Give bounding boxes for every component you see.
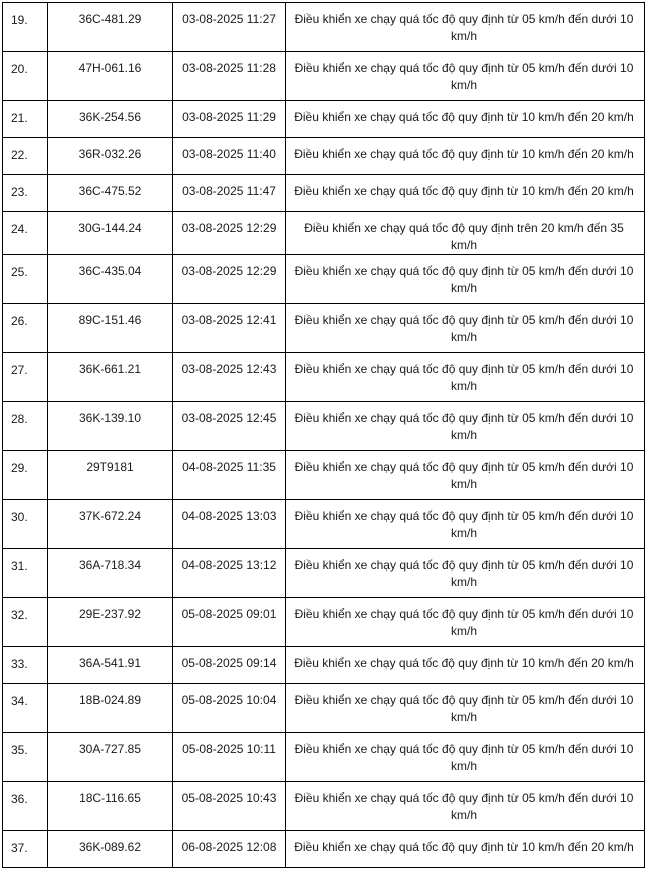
table-row <box>3 451 645 500</box>
violation-time: 03-08-2025 12:45 <box>181 411 277 425</box>
description-cell <box>286 598 645 647</box>
row-index-cell <box>3 782 48 831</box>
row-index: 31. <box>11 559 28 573</box>
row-index: 32. <box>11 608 28 622</box>
violation-description: Điều khiển xe chạy quá tốc độ quy định trên 20 km/h đến 35 km/h <box>304 221 624 252</box>
violation-description: Điều khiển xe chạy quá tốc độ quy định từ 05 km/h đến dưới 10 km/h <box>294 313 634 344</box>
table-row <box>3 831 645 868</box>
violation-description: Điều khiển xe chạy quá tốc độ quy định từ 05 km/h đến dưới 10 km/h <box>294 411 634 442</box>
row-index: 26. <box>11 314 28 328</box>
violation-time: 03-08-2025 11:40 <box>182 147 276 161</box>
violation-time: 03-08-2025 11:29 <box>182 110 276 124</box>
table-row <box>3 402 645 451</box>
time-cell <box>173 101 286 138</box>
row-index-cell <box>3 255 48 304</box>
time-cell <box>173 500 286 549</box>
plate-cell <box>48 684 173 733</box>
violation-time: 03-08-2025 11:47 <box>182 184 276 198</box>
violation-time: 05-08-2025 10:11 <box>182 742 276 756</box>
violation-time: 03-08-2025 11:27 <box>182 12 276 26</box>
time-cell <box>173 353 286 402</box>
license-plate: 36R-032.26 <box>78 147 142 161</box>
violation-time: 04-08-2025 11:35 <box>182 460 276 474</box>
license-plate: 36K-661.21 <box>78 362 142 376</box>
row-index: 29. <box>11 461 28 475</box>
row-index-cell <box>3 831 48 868</box>
plate-cell <box>48 733 173 782</box>
description-cell <box>286 52 645 101</box>
license-plate: 36K-139.10 <box>78 411 142 425</box>
violation-description: Điều khiển xe chạy quá tốc độ quy định từ 10 km/h đến 20 km/h <box>294 184 634 198</box>
table-row <box>3 647 645 684</box>
license-plate: 36C-481.29 <box>78 12 142 26</box>
description-cell <box>286 733 645 782</box>
description-cell <box>286 684 645 733</box>
description-cell <box>286 304 645 353</box>
plate-cell <box>48 304 173 353</box>
description-cell <box>286 549 645 598</box>
row-index: 37. <box>11 841 28 855</box>
plate-cell <box>48 402 173 451</box>
violation-time: 05-08-2025 09:14 <box>181 656 277 670</box>
table-row <box>3 733 645 782</box>
row-index: 25. <box>11 265 28 279</box>
row-index: 36. <box>11 792 28 806</box>
row-index: 30. <box>11 510 28 524</box>
plate-cell <box>48 451 173 500</box>
table-row <box>3 101 645 138</box>
table-row <box>3 684 645 733</box>
plate-cell <box>48 255 173 304</box>
license-plate: 18C-116.65 <box>79 791 141 805</box>
row-index-cell <box>3 353 48 402</box>
row-index-cell <box>3 175 48 212</box>
table-row <box>3 500 645 549</box>
row-index-cell <box>3 684 48 733</box>
plate-cell <box>48 212 173 255</box>
license-plate: 29E-237.92 <box>78 607 142 621</box>
row-index-cell <box>3 451 48 500</box>
table-row <box>3 353 645 402</box>
license-plate: 36C-435.04 <box>78 264 142 278</box>
violation-time: 03-08-2025 12:41 <box>181 313 277 327</box>
violation-time: 04-08-2025 13:12 <box>181 558 277 572</box>
row-index-cell <box>3 647 48 684</box>
description-cell <box>286 402 645 451</box>
violation-description: Điều khiển xe chạy quá tốc độ quy định từ 10 km/h đến 20 km/h <box>294 656 634 670</box>
description-cell <box>286 175 645 212</box>
violation-description: Điều khiển xe chạy quá tốc độ quy định từ 05 km/h đến dưới 10 km/h <box>294 742 634 773</box>
license-plate: 36A-541.91 <box>78 656 142 670</box>
license-plate: 89C-151.46 <box>78 313 142 327</box>
violation-description: Điều khiển xe chạy quá tốc độ quy định từ 05 km/h đến dưới 10 km/h <box>294 558 634 589</box>
time-cell <box>173 782 286 831</box>
violation-time: 06-08-2025 12:08 <box>181 840 277 854</box>
time-cell <box>173 451 286 500</box>
time-cell <box>173 549 286 598</box>
violation-description: Điều khiển xe chạy quá tốc độ quy định từ 05 km/h đến dưới 10 km/h <box>294 509 634 540</box>
license-plate: 47H-061.16 <box>78 61 142 75</box>
plate-cell <box>48 353 173 402</box>
violation-time: 05-08-2025 09:01 <box>181 607 277 621</box>
table-row <box>3 212 645 255</box>
license-plate: 30A-727.85 <box>78 742 142 756</box>
row-index-cell <box>3 549 48 598</box>
license-plate: 36K-254.56 <box>78 110 142 124</box>
description-cell <box>286 138 645 175</box>
time-cell <box>173 175 286 212</box>
time-cell <box>173 402 286 451</box>
row-index-cell <box>3 733 48 782</box>
license-plate: 36A-718.34 <box>78 558 142 572</box>
time-cell <box>173 831 286 868</box>
time-cell <box>173 304 286 353</box>
row-index: 20. <box>11 62 28 76</box>
description-cell <box>286 831 645 868</box>
description-cell <box>286 212 645 255</box>
violation-description: Điều khiển xe chạy quá tốc độ quy định từ 05 km/h đến dưới 10 km/h <box>294 607 634 638</box>
time-cell <box>173 255 286 304</box>
table-row <box>3 255 645 304</box>
table-row <box>3 138 645 175</box>
license-plate: 36C-475.52 <box>78 184 142 198</box>
violation-description: Điều khiển xe chạy quá tốc độ quy định từ 05 km/h đến dưới 10 km/h <box>294 362 634 393</box>
description-cell <box>286 3 645 52</box>
row-index: 33. <box>11 657 28 671</box>
row-index: 21. <box>11 111 28 125</box>
violation-description: Điều khiển xe chạy quá tốc độ quy định từ 10 km/h đến 20 km/h <box>294 110 634 124</box>
description-cell <box>286 647 645 684</box>
plate-cell <box>48 3 173 52</box>
table-row <box>3 3 645 52</box>
row-index: 28. <box>11 412 28 426</box>
description-cell <box>286 451 645 500</box>
violation-description: Điều khiển xe chạy quá tốc độ quy định từ 05 km/h đến dưới 10 km/h <box>294 460 634 491</box>
description-cell <box>286 255 645 304</box>
violation-time: 03-08-2025 12:43 <box>181 362 277 376</box>
description-cell <box>286 101 645 138</box>
violation-time: 03-08-2025 11:28 <box>182 61 276 75</box>
row-index: 24. <box>11 222 28 236</box>
violation-time: 05-08-2025 10:43 <box>181 791 277 805</box>
row-index-cell <box>3 3 48 52</box>
license-plate: 36K-089.62 <box>78 840 142 854</box>
row-index-cell <box>3 598 48 647</box>
time-cell <box>173 684 286 733</box>
violation-description: Điều khiển xe chạy quá tốc độ quy định từ 10 km/h đến 20 km/h <box>294 147 634 161</box>
violation-description: Điều khiển xe chạy quá tốc độ quy định từ 10 km/h đến 20 km/h <box>294 840 634 854</box>
plate-cell <box>48 549 173 598</box>
table-row <box>3 549 645 598</box>
row-index: 27. <box>11 363 28 377</box>
row-index: 34. <box>11 694 28 708</box>
row-index: 35. <box>11 743 28 757</box>
description-cell <box>286 500 645 549</box>
row-index: 19. <box>11 13 28 27</box>
row-index: 23. <box>11 185 28 199</box>
violation-description: Điều khiển xe chạy quá tốc độ quy định từ 05 km/h đến dưới 10 km/h <box>294 264 634 295</box>
row-index-cell <box>3 402 48 451</box>
time-cell <box>173 647 286 684</box>
license-plate: 18B-024.89 <box>78 693 142 707</box>
violations-table <box>2 2 645 868</box>
row-index-cell <box>3 101 48 138</box>
table-row <box>3 304 645 353</box>
table-row <box>3 52 645 101</box>
row-index-cell <box>3 52 48 101</box>
row-index-cell <box>3 304 48 353</box>
table-row <box>3 175 645 212</box>
violation-time: 04-08-2025 13:03 <box>181 509 277 523</box>
plate-cell <box>48 782 173 831</box>
license-plate: 29T9181 <box>86 460 134 474</box>
violation-time: 03-08-2025 12:29 <box>181 264 277 278</box>
plate-cell <box>48 831 173 868</box>
plate-cell <box>48 138 173 175</box>
plate-cell <box>48 52 173 101</box>
description-cell <box>286 782 645 831</box>
time-cell <box>173 733 286 782</box>
license-plate: 30G-144.24 <box>78 221 142 235</box>
violation-time: 05-08-2025 10:04 <box>181 693 277 707</box>
table-row <box>3 782 645 831</box>
violation-description: Điều khiển xe chạy quá tốc độ quy định từ 05 km/h đến dưới 10 km/h <box>294 12 634 43</box>
plate-cell <box>48 101 173 138</box>
time-cell <box>173 138 286 175</box>
row-index-cell <box>3 138 48 175</box>
plate-cell <box>48 500 173 549</box>
violations-table-body <box>3 3 645 868</box>
violation-time: 03-08-2025 12:29 <box>181 221 277 235</box>
time-cell <box>173 212 286 255</box>
plate-cell <box>48 598 173 647</box>
violation-description: Điều khiển xe chạy quá tốc độ quy định từ 05 km/h đến dưới 10 km/h <box>294 61 634 92</box>
row-index-cell <box>3 212 48 255</box>
time-cell <box>173 3 286 52</box>
time-cell <box>173 598 286 647</box>
time-cell <box>173 52 286 101</box>
row-index-cell <box>3 500 48 549</box>
plate-cell <box>48 175 173 212</box>
table-row <box>3 598 645 647</box>
plate-cell <box>48 647 173 684</box>
license-plate: 37K-672.24 <box>78 509 142 523</box>
row-index: 22. <box>11 148 28 162</box>
description-cell <box>286 353 645 402</box>
violation-description: Điều khiển xe chạy quá tốc độ quy định từ 05 km/h đến dưới 10 km/h <box>294 791 634 822</box>
violation-description: Điều khiển xe chạy quá tốc độ quy định từ 05 km/h đến dưới 10 km/h <box>294 693 634 724</box>
